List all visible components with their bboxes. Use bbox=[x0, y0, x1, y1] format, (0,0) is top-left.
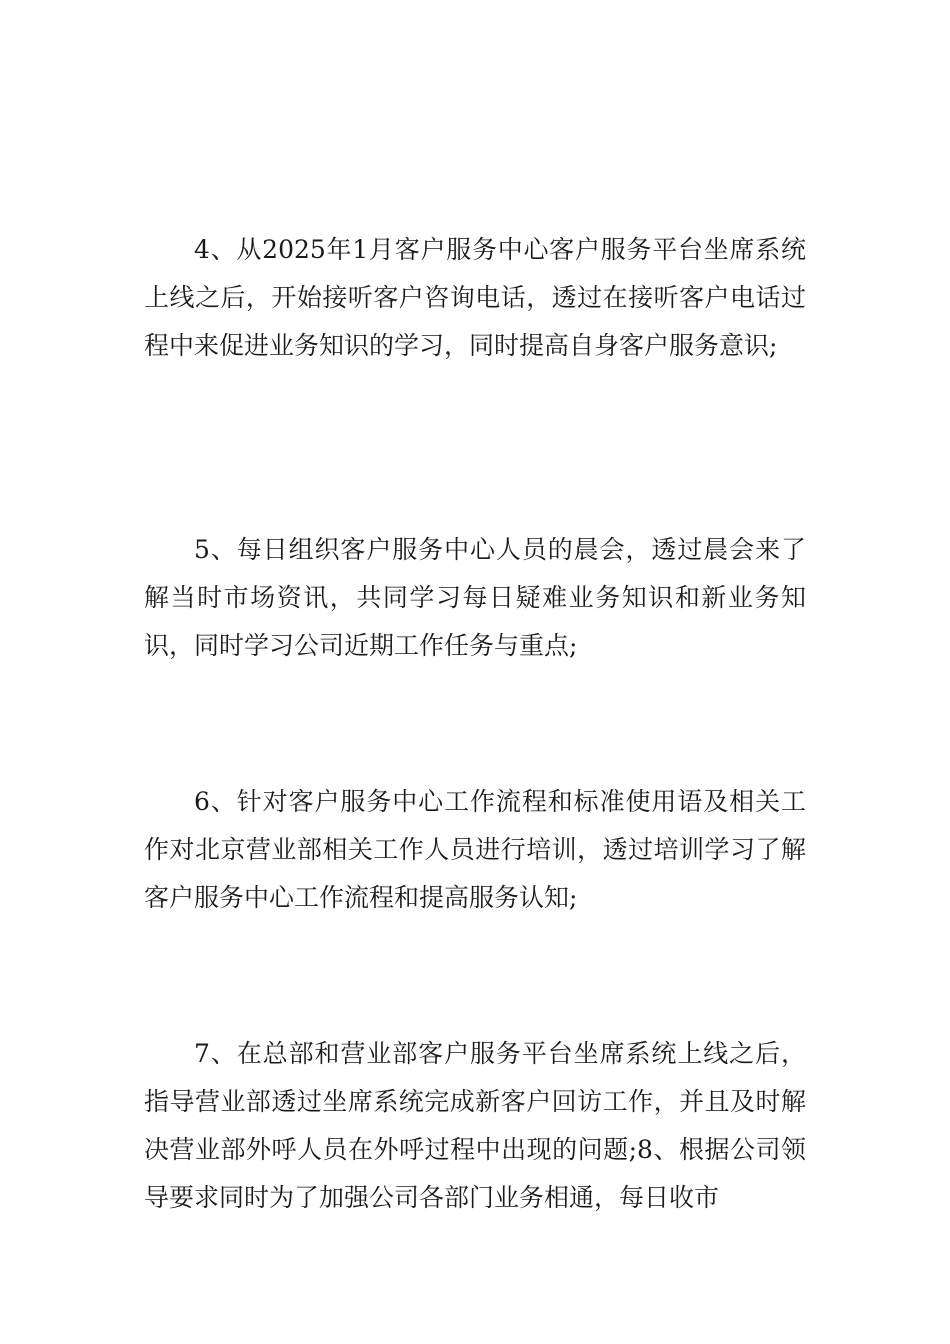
paragraph-item-4: 4、从2025年1月客户服务中心客户服务平台坐席系统上线之后，开始接听客户咨询电话，透过在接听客户电话过程中来促进业务知识的学习，同时提高自身客户服务意识; bbox=[144, 235, 806, 360]
paragraph-item-6: 6、针对客户服务中心工作流程和标准使用语及相关工作对北京营业部相关工作人员进行培训，透过培训学习了解客户服务中心工作流程和提高服务认知; bbox=[144, 787, 806, 912]
paragraph-item-5: 5、每日组织客户服务中心人员的晨会，透过晨会来了解当时市场资讯，共同学习每日疑难业务知识和新业务知识，同时学习公司近期工作任务与重点; bbox=[144, 535, 806, 660]
paragraph-item-7-8: 7、在总部和营业部客户服务平台坐席系统上线之后，指导营业部透过坐席系统完成新客户回访工作，并且及时解决营业部外呼人员在外呼过程中出现的问题;8、根据公司领导要求同时为了加强公司各部门业务相通，每日收市 bbox=[144, 1039, 806, 1212]
